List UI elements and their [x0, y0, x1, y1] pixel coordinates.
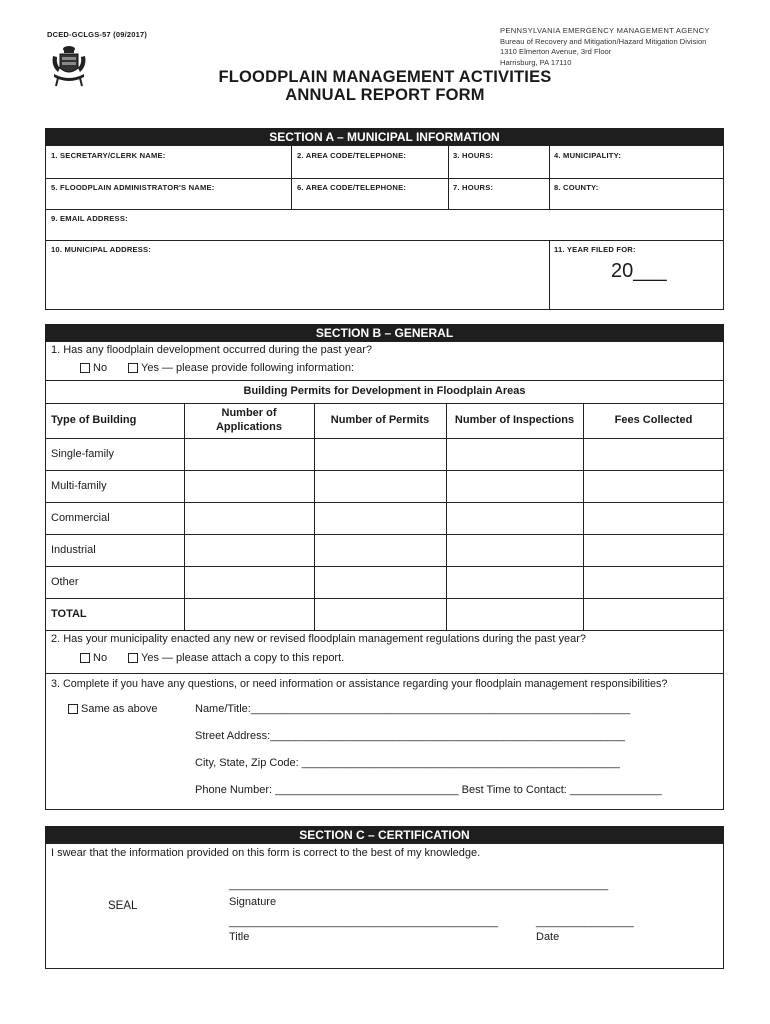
administrator-telephone-field[interactable]: 6. AREA CODE/TELEPHONE:	[297, 183, 407, 192]
page-title: FLOODPLAIN MANAGEMENT ACTIVITIES	[218, 68, 552, 86]
row-other: Other	[51, 576, 79, 588]
agency-city: Harrisburg, PA 17110	[500, 57, 572, 67]
permits-table-title: Building Permits for Development in Floodplain Areas	[243, 385, 526, 397]
q1-yes-label: Yes — please provide following information:	[141, 362, 354, 374]
question-1: 1. Has any floodplain development occurred during the past year?	[51, 344, 373, 356]
floodplain-administrator-name-field[interactable]: 5. FLOODPLAIN ADMINISTRATOR'S NAME:	[51, 183, 215, 192]
agency-address	[500, 26, 710, 68]
col-applications-line1: Number of	[221, 407, 277, 419]
col-number-of-inspections: Number of Inspections	[454, 414, 575, 426]
section-c-box	[45, 843, 724, 969]
contact-street-address-field[interactable]: Street Address:__________________________________________________________	[195, 730, 626, 742]
date-label: Date	[536, 931, 560, 943]
col-applications-line2: Applications	[215, 421, 282, 433]
row-industrial: Industrial	[51, 544, 96, 556]
title-label: Title	[229, 931, 250, 943]
row-multi-family: Multi-family	[51, 480, 107, 492]
q1-no-checkbox[interactable]	[80, 363, 90, 373]
municipal-address-field[interactable]: 10. MUNICIPAL ADDRESS:	[51, 245, 152, 254]
section-c-heading: SECTION C – CERTIFICATION	[45, 826, 724, 844]
municipality-field[interactable]: 4. MUNICIPALITY:	[554, 151, 622, 160]
agency-street: 1310 Elmerton Avenue, 3rd Floor	[500, 47, 612, 56]
agency-name: PENNSYLVANIA EMERGENCY MANAGEMENT AGENCY	[500, 26, 710, 35]
secretary-telephone-field[interactable]: 2. AREA CODE/TELEPHONE:	[297, 151, 407, 160]
secretary-clerk-name-field[interactable]: 1. SECRETARY/CLERK NAME:	[51, 151, 166, 160]
row-single-family: Single-family	[51, 448, 114, 460]
signature-line[interactable]: ______________________________________________________________	[229, 879, 609, 891]
signature-label: Signature	[229, 896, 277, 908]
question-2: 2. Has your municipality enacted any new or revised floodplain management regulations during the past year?	[51, 633, 587, 645]
contact-name-title-field[interactable]: Name/Title:______________________________________________________________	[195, 703, 631, 715]
contact-phone-best-time-field[interactable]: Phone Number: ______________________________ Best Time to Contact: _______________	[195, 784, 662, 796]
same-as-above-label: Same as above	[81, 703, 158, 715]
row-total: TOTAL	[51, 608, 87, 620]
q1-no-label: No	[93, 362, 108, 374]
section-a-box	[45, 145, 724, 310]
email-address-field[interactable]: 9. EMAIL ADDRESS:	[51, 214, 128, 223]
q1-yes-checkbox[interactable]	[128, 363, 138, 373]
seal-label: SEAL	[108, 900, 138, 912]
agency-bureau: Bureau of Recovery and Mitigation/Hazard Mitigation Division	[500, 36, 707, 46]
year-prefix[interactable]: 20___	[611, 260, 667, 282]
col-number-of-permits: Number of Permits	[330, 414, 430, 426]
page-subtitle: ANNUAL REPORT FORM	[285, 86, 485, 104]
secretary-hours-field[interactable]: 3. HOURS:	[453, 151, 494, 160]
section-b-heading: SECTION B – GENERAL	[45, 324, 724, 342]
county-field[interactable]: 8. COUNTY:	[554, 183, 599, 192]
q2-no-label: No	[93, 652, 108, 664]
col-type-of-building: Type of Building	[51, 414, 137, 426]
q2-no-checkbox[interactable]	[80, 653, 90, 663]
administrator-hours-field[interactable]: 7. HOURS:	[453, 183, 494, 192]
form-code: DCED-GCLGS-57 (09/2017)	[47, 30, 148, 39]
certification-statement: I swear that the information provided on this form is correct to the best of my knowledge.	[51, 847, 481, 859]
question-3: 3. Complete if you have any questions, or need information or assistance regarding your floodplain management responsibilities?	[51, 678, 668, 690]
q2-yes-label: Yes — please attach a copy to this report.	[141, 652, 345, 664]
row-commercial: Commercial	[51, 512, 110, 524]
title-line[interactable]: ____________________________________________	[229, 916, 499, 928]
year-filed-for-field[interactable]: 11. YEAR FILED FOR:	[554, 245, 636, 254]
same-as-above-checkbox[interactable]	[68, 704, 78, 714]
date-line[interactable]: ________________	[536, 916, 634, 928]
section-a-heading: SECTION A – MUNICIPAL INFORMATION	[45, 128, 724, 146]
q2-yes-checkbox[interactable]	[128, 653, 138, 663]
col-fees-collected: Fees Collected	[614, 414, 693, 426]
contact-city-state-zip-field[interactable]: City, State, Zip Code: ____________________________________________________	[195, 757, 620, 769]
